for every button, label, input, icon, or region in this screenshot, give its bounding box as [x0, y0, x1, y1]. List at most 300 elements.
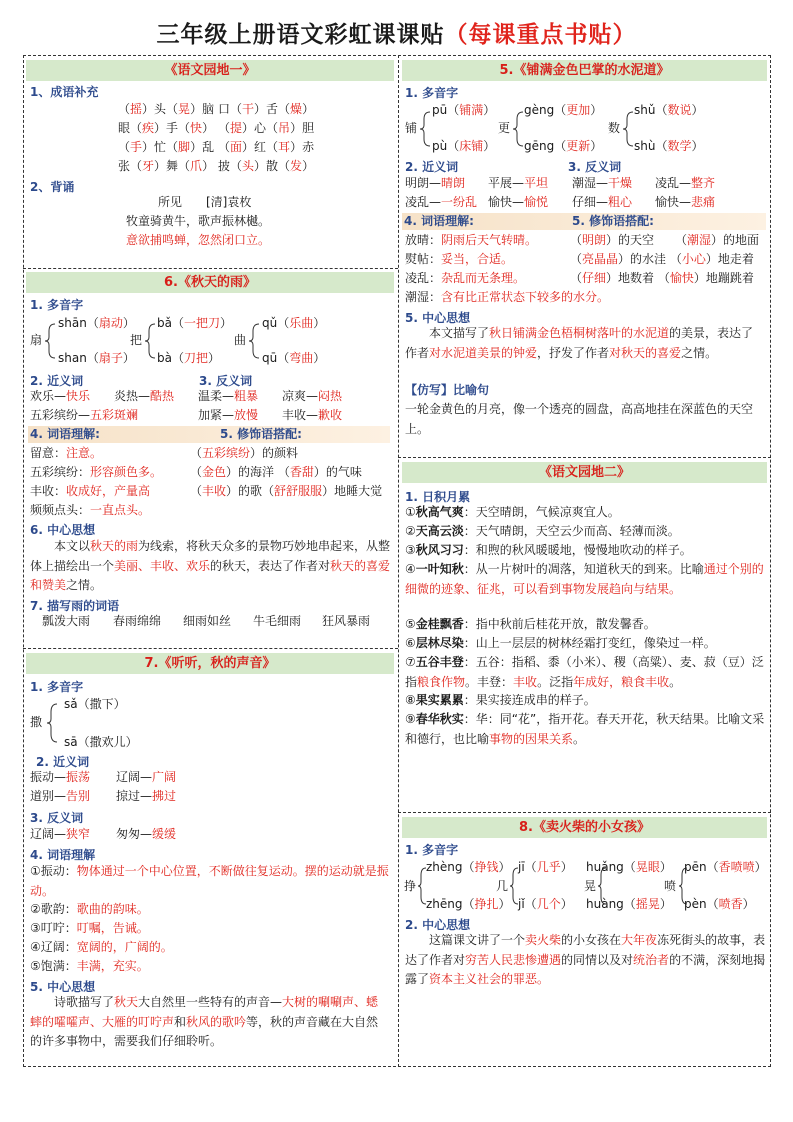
polyphone-char: 更 [498, 121, 511, 135]
synonym-pair [30, 768, 90, 787]
modifier-pair [570, 231, 654, 250]
modifier-pair [570, 269, 754, 288]
pinyin: gēng [524, 139, 555, 153]
word-explain [30, 482, 150, 501]
word-explain [30, 957, 149, 976]
highlight-text: 仔细 [582, 271, 607, 285]
highlight-text: 提 [230, 121, 243, 135]
text-segment: （ [218, 140, 231, 154]
subheading-bar [28, 426, 390, 443]
text-segment: 凌乱： [405, 271, 442, 285]
section-divider [23, 268, 398, 269]
highlight-text: 一纷乱 [441, 195, 478, 209]
bold-term: 一叶知秋 [415, 562, 464, 576]
antonym-pair [572, 174, 632, 193]
highlight-text: 晴朗 [441, 176, 466, 190]
text-segment: ③ [405, 543, 416, 557]
text-segment: 留意： [30, 446, 67, 460]
highlight-text: 粮食作物 [417, 674, 466, 689]
polyphone-char: 撒 [30, 715, 43, 729]
highlight-text: 愉快 [669, 271, 694, 285]
text-segment: 掠过— [116, 789, 153, 803]
highlight-text: 告别 [66, 789, 91, 803]
subheading: 4. 词语理解 [30, 848, 96, 862]
text-segment: （ [190, 465, 203, 479]
text-segment: ，抒发了作者 [537, 345, 610, 360]
polyphone-char: 把 [130, 333, 143, 347]
text-segment: 这篇课文讲了一个 [429, 933, 526, 947]
text-segment: ：天空晴朗，气候凉爽宜人。 [463, 505, 620, 519]
text-segment: ）忙（ [142, 140, 179, 154]
text-segment: 口（ [218, 102, 243, 116]
text-segment: ）的颜料 [250, 446, 299, 460]
bold-term: 五谷丰登 [415, 655, 464, 669]
text-segment: 愉快— [655, 195, 692, 209]
word: 更新 [566, 139, 591, 153]
modifier-pair [570, 250, 754, 269]
poem-line: 意欲捕鸣蝉，忽然闭口立。 [126, 233, 271, 247]
idiom-entry [405, 522, 680, 541]
pinyin: pū [432, 103, 448, 117]
pinyin: shǔ [634, 103, 656, 117]
text-segment: ）心（ [242, 121, 279, 135]
antonym-pair [572, 193, 632, 212]
text-segment: 的秋天，表达了作者对 [210, 558, 331, 573]
highlight-text: 粗心 [608, 195, 633, 209]
text-segment: 匆匆— [116, 827, 153, 841]
bold-term: 果实累累 [415, 693, 464, 707]
word-explain [30, 444, 102, 463]
idiom-item [218, 100, 314, 119]
poem-line: 牧童骑黄牛，歌声振林樾。 [126, 214, 271, 228]
highlight-text: 穷苦人民悲惨遭遇 [465, 952, 562, 967]
modifier-pair [190, 482, 382, 501]
highlight-text: 粗暴 [234, 389, 259, 403]
brace-icon [46, 702, 58, 744]
text-segment: 和 [174, 1014, 187, 1029]
central-idea [30, 537, 392, 596]
text-segment: ② [405, 524, 416, 538]
text-segment: 熨帖： [405, 252, 442, 266]
highlight-text: 悲痛 [691, 195, 716, 209]
text-segment: ：指中秋前后桂花开放，散发馨香。 [463, 617, 656, 631]
antonym-pair [655, 193, 715, 212]
rain-word: 牛毛细雨 [253, 614, 302, 628]
text-segment: ① [405, 505, 416, 519]
subheading: 2、背诵 [30, 180, 75, 194]
highlight-text: 明朗 [582, 233, 607, 247]
central-idea [405, 324, 765, 363]
rain-word: 细雨如丝 [183, 614, 232, 628]
highlight-text: 干燥 [608, 176, 633, 190]
highlight-text: 形容颜色多。 [90, 465, 163, 479]
highlight-text: 振荡 [66, 770, 91, 784]
highlight-text: 叮嘱，告诫。 [76, 921, 149, 935]
highlight-text: 大树的唰唰声、蟋蟀的嚯嚯声、大雁的叮咛声 [30, 995, 379, 1029]
synonym-pair [30, 787, 90, 806]
text-segment: 本文以 [54, 539, 91, 553]
word: 床铺 [459, 139, 484, 153]
subheading: 2. 中心思想 [405, 918, 471, 932]
section-divider [398, 457, 771, 458]
text-segment: ）乱 [190, 140, 215, 154]
imitation-sentence: 一轮金黄色的月亮，像一个透亮的圆盘，高高地挂在深蓝色的天空上。 [405, 402, 754, 436]
pinyin: bà [157, 351, 172, 365]
text-segment: 辽阔— [116, 770, 153, 784]
text-segment: 之情。 [681, 345, 718, 360]
text-segment: ⑤ [405, 617, 416, 631]
word: 摇晃 [635, 897, 660, 911]
text-segment: ）舞（ [154, 159, 191, 173]
text-segment: 振动— [30, 770, 67, 784]
text-segment: ） [202, 159, 215, 173]
brace-icon [419, 110, 431, 148]
word: 香喷喷 [718, 860, 755, 874]
subheading: 7. 描写雨的词语 [30, 599, 120, 613]
text-segment: 丰收： [30, 484, 67, 498]
highlight-text: 宽阔的，广阔的。 [76, 940, 173, 954]
highlight-text: 事物的因果关系 [489, 731, 574, 746]
bold-term: 金桂飘香 [415, 617, 464, 631]
word: 更加 [566, 103, 591, 117]
text-segment: 丰收— [282, 408, 319, 422]
word-explain [30, 862, 390, 901]
antonym-pair [198, 387, 258, 406]
text-segment: 。 [669, 674, 682, 689]
bold-term: 秋高气爽 [415, 505, 464, 519]
text-segment: 张（ [118, 159, 143, 173]
subheading: 4. 词语理解: [404, 214, 474, 228]
idiom-entry [405, 653, 767, 692]
modifier-pair [190, 444, 298, 463]
highlight-text: 平坦 [524, 176, 549, 190]
text-segment: ） [302, 102, 315, 116]
subheading: 5. 中心思想 [405, 311, 471, 325]
text-segment: ）地睡大觉 [322, 484, 383, 498]
highlight-text: 头 [242, 159, 255, 173]
highlight-text: 丰收 [202, 484, 227, 498]
text-segment: 愉快— [488, 195, 525, 209]
word-explain [405, 269, 525, 288]
text-segment: ⑨ [405, 712, 416, 726]
text-segment: 辽阔— [30, 827, 67, 841]
text-segment: ：山上一层层的树林经霜打变红，像染过一样。 [463, 636, 716, 650]
antonym-pair [198, 406, 258, 425]
idiom-item [218, 119, 314, 138]
highlight-text: 五彩缤纷 [202, 446, 251, 460]
subheading: 3. 反义词 [30, 811, 84, 825]
text-segment: （ [570, 233, 583, 247]
pinyin: zhēng [426, 897, 463, 911]
text-segment: 凉爽— [282, 389, 319, 403]
word: 数学 [667, 139, 692, 153]
pinyin: pèn [684, 897, 707, 911]
text-segment: 冻死街头的故事，表达了作者对 [405, 933, 766, 967]
highlight-text: 愉悦 [524, 195, 549, 209]
subheading: 1. 日积月累 [405, 490, 471, 504]
subheading: 1. 多音字 [405, 843, 459, 857]
text-segment: 放晴： [405, 233, 442, 247]
text-segment: ）的海洋 （ [226, 465, 290, 479]
synonym-pair [405, 193, 477, 212]
subheading-bar [402, 213, 766, 230]
text-segment: 。泛指 [537, 674, 574, 689]
text-segment: 潮湿： [405, 290, 442, 304]
synonym-pair [488, 174, 548, 193]
highlight-text: 秋天的雨 [90, 539, 139, 553]
text-segment: 仔细— [572, 195, 609, 209]
highlight-text: 潮湿 [687, 233, 712, 247]
text-segment: 凌乱— [655, 176, 692, 190]
highlight-text: 晃 [178, 102, 191, 116]
idiom-entry [405, 691, 596, 710]
text-segment: 等，秋的声音藏在大自然的许多事物中，需要我们仔细聆听。 [30, 1014, 379, 1048]
text-segment: ：华：同“花”，指开花。春天开花，秋天结果。比喻文采和德行，也比喻 [405, 712, 765, 746]
idiom-entry [405, 634, 716, 653]
section-title: 5.《铺满金色巴掌的水泥道》 [402, 60, 767, 81]
highlight-text: 物体通过一个中心位置，不断做往复运动。摆的运动就是振动。 [30, 864, 389, 898]
text-segment: （ [118, 140, 131, 154]
pinyin: shù [634, 139, 656, 153]
highlight-text: 歉收 [318, 408, 343, 422]
word: 弯曲 [289, 351, 314, 365]
text-segment: 披（ [218, 159, 243, 173]
highlight-text: 手 [130, 140, 143, 154]
word-explain [405, 250, 513, 269]
idiom-item [218, 157, 314, 176]
text-segment: （ [190, 484, 203, 498]
word-explain [30, 919, 149, 938]
text-segment: （ [218, 121, 231, 135]
column-divider [398, 55, 399, 1067]
word-explain [30, 900, 149, 919]
highlight-text: 整齐 [691, 176, 716, 190]
highlight-text: 阴雨后天气转晴。 [441, 233, 538, 247]
text-segment: ）赤 [290, 140, 315, 154]
brace-icon [512, 110, 524, 148]
idiom-entry [405, 541, 692, 560]
text-segment: ⑧ [405, 693, 416, 707]
brace-icon [248, 322, 260, 360]
highlight-text: 卖火柴 [525, 933, 562, 947]
highlight-text: 资本主义社会的罪恶。 [429, 972, 550, 986]
word: 扇子 [98, 351, 123, 365]
text-segment: ）的地面 [711, 233, 760, 247]
central-idea [30, 993, 390, 1052]
text-segment: 频频点头： [30, 503, 91, 517]
idiom-entry [405, 710, 767, 749]
word-explain [405, 288, 609, 307]
highlight-text: 美丽、丰收、欢乐 [114, 558, 211, 573]
polyphone-char: 曲 [234, 333, 247, 347]
text-segment: 本文描写了 [429, 326, 490, 340]
highlight-text: 五彩斑斓 [90, 408, 139, 422]
text-segment: ）手（ [154, 121, 191, 135]
word: 喷香 [718, 897, 743, 911]
highlight-text: 妥当，合适。 [441, 252, 514, 266]
highlight-text: 统治者 [633, 952, 670, 967]
word: 挣钱 [474, 860, 499, 874]
brace-icon [44, 322, 56, 360]
text-segment: 大自然里一些特有的声音— [138, 995, 283, 1009]
text-segment: ）的水洼 （ [618, 252, 682, 266]
antonym-pair [30, 825, 90, 844]
imitation-type: 比喻句 [453, 383, 490, 397]
word: 几个 [536, 897, 561, 911]
text-segment: 平展— [488, 176, 525, 190]
word: 刀把 [184, 351, 209, 365]
text-segment: ：天气晴朗，天空云少而高、轻薄而淡。 [463, 524, 680, 538]
rain-word: 瓢泼大雨 [42, 614, 91, 628]
text-segment: （ [570, 271, 583, 285]
highlight-text: 一直点头。 [90, 503, 151, 517]
highlight-text: 年成好，粮食丰收 [573, 674, 670, 689]
text-segment: ）的歌（ [226, 484, 275, 498]
subheading: 1. 多音字 [30, 298, 84, 312]
text-segment: 眼（ [118, 121, 143, 135]
antonym-pair [116, 825, 176, 844]
bold-term: 天高云淡 [415, 524, 464, 538]
polyphone-char: 铺 [405, 121, 418, 135]
highlight-text: 摇 [130, 102, 143, 116]
text-segment: ①振动： [30, 864, 77, 878]
highlight-text: 舒舒服服 [274, 484, 323, 498]
subheading: 1、成语补充 [30, 85, 99, 99]
word: 一把刀 [184, 316, 221, 330]
text-segment: ④ [405, 562, 416, 576]
subheading: 5. 修饰语搭配: [572, 214, 654, 228]
text-segment: ）的天空 [606, 233, 655, 247]
text-segment: 温柔— [198, 389, 235, 403]
text-segment: 之情。 [66, 578, 103, 592]
text-segment: ）头（ [142, 102, 179, 116]
text-segment: 为线索，将秋天众多的景物巧妙地串起来，从整体上描绘出一个 [30, 539, 391, 573]
text-segment: 五彩缤纷： [30, 465, 91, 479]
brace-icon [144, 322, 156, 360]
modifier-pair [190, 463, 362, 482]
text-segment: 加紧— [198, 408, 235, 422]
highlight-text: 牙 [142, 159, 155, 173]
imitation-heading [405, 381, 489, 400]
text-segment: ：和煦的秋风暖暖地，慢慢地吹动的样子。 [463, 543, 692, 557]
idiom-entry [405, 615, 656, 634]
highlight-text: 缓缓 [152, 827, 177, 841]
subheading: 6. 中心思想 [30, 523, 96, 537]
section-divider [23, 648, 398, 649]
highlight-text: 秋风的歌吟 [186, 1014, 247, 1029]
section-title: 《语文园地一》 [26, 60, 394, 81]
synonym-pair [488, 193, 548, 212]
subheading: 1. 多音字 [405, 86, 459, 100]
word: 乐曲 [289, 316, 314, 330]
word: 铺满 [459, 103, 484, 117]
word: 晃眼 [635, 860, 660, 874]
section-title: 6.《秋天的雨》 [26, 272, 394, 293]
text-segment: 明朗— [405, 176, 442, 190]
central-idea [405, 931, 767, 990]
text-segment: 。 [573, 731, 586, 746]
text-segment: ） [202, 121, 215, 135]
word-explain [30, 501, 150, 520]
subheading: 3. 反义词 [568, 160, 622, 174]
idiom-item [218, 138, 314, 157]
highlight-text: 秋日铺满金色梧桐树落叶的水泥道 [489, 326, 670, 340]
highlight-text: 脚 [178, 140, 191, 154]
text-segment: （ [675, 233, 688, 247]
pinyin: zhèng [426, 860, 463, 874]
highlight-text: 小心 [681, 252, 706, 266]
synonym-pair [114, 387, 174, 406]
highlight-text: 香甜 [289, 465, 314, 479]
subheading: 3. 反义词 [199, 374, 253, 388]
text-segment: ）红（ [242, 140, 279, 154]
subheading: 5. 中心思想 [30, 980, 96, 994]
text-segment: ⑥ [405, 636, 416, 650]
pinyin: bǎ [157, 316, 172, 330]
text-segment: ③叮咛： [30, 921, 77, 935]
highlight-text: 金色 [202, 465, 227, 479]
text-segment: 道别— [30, 789, 67, 803]
polyphone-reading: sǎ（撒下） [64, 697, 126, 711]
page-title [0, 16, 793, 49]
text-segment: ）胆 [290, 121, 315, 135]
highlight-text: 疾 [142, 121, 155, 135]
polyphone-char: 扇 [30, 333, 43, 347]
text-segment: 凌乱— [405, 195, 442, 209]
text-segment: （ [570, 252, 583, 266]
word-explain [30, 463, 162, 482]
subheading: 2. 近义词 [36, 755, 90, 769]
text-segment: ⑦ [405, 655, 416, 669]
text-segment: ）脑 [190, 102, 215, 116]
modifier-pair [675, 231, 759, 250]
text-segment: ）地数着 （ [606, 271, 670, 285]
highlight-text: 杂乱而无条理。 [441, 271, 526, 285]
section-title: 《语文园地二》 [402, 462, 767, 483]
highlight-text: 酷热 [150, 389, 175, 403]
title-sub: （每课重点书贴） [444, 22, 637, 48]
highlight-text: 狭窄 [66, 827, 91, 841]
document-page: 三年级上册语文彩虹课课贴（每课重点书贴） 《语文园地一》 1、成语补充 （摇）头（晃）脑 口（干）舌（燥） 眼（疾）手（快） （提）心（吊）胆 （手）忙（脚）乱 （面）红（耳）赤 张（牙）舞（爪） 披（头）散（发） 2、背诵 所见 [清]袁枚 牧童骑黄牛，歌声振林樾。 意欲捕鸣蝉，忽然闭口立。 6.《秋天的雨》 1. 多音字 扇 shān（扇动） shan（扇子） 把 bǎ（一把刀） bà（刀把） 曲 qǔ（乐曲） qū（弯曲） 2. 近义词 3. 反义词 欢乐—快乐 炎热—酷热 温柔—粗暴 凉爽—闷热 五彩缤纷—五彩斑斓 加紧—放慢 丰收—歉收 4. 词语理解: 5. 修饰语搭配: 留意：注意。 五彩缤纷：形容颜色多。 丰收：收成好，产量高 频频点头：一直点头。 （五彩缤纷）的颜料 （金色）的海洋 （香甜）的气味 （丰收）的歌（舒舒服服）地睡大觉 6. 中心思想 本文以秋天的雨为线索，将秋天众多的景物巧妙地串起来，从整体上描绘出一个美丽、丰收、欢乐的秋天，表达了作者对秋天的喜爱和赞美之情。 7. 描写雨的词语 瓢泼大雨 春雨绵绵 细雨如丝 牛毛细雨 狂风暴雨 7.《听听，秋的声音》 1. 多音字 撒 sǎ（撒下） sā（撒欢儿） 2. 近义词 振动—振荡 辽阔—广阔 道别—告别 掠过—拂过 3. 反义词 辽阔—狭窄 匆匆—缓缓 4. 词语理解 ①振动：物体通过一个中心位置，不断做往复运动。摆的运动就是振动。 ②歌韵：歌曲的韵味。 ③叮咛：叮嘱，告诫。 ④辽阔：宽阔的，广阔的。 ⑤饱满：丰满，充实。 5. 中心思想 诗歌描写了秋天大自然里一些特有的声音—大树的唰唰声、蟋蟀的嚯嚯声、大雁的叮咛声和秋风的歌吟等，秋的声音藏在大自然的许多事物中，需要我们仔细聆听。 5.《铺满金色巴掌的水泥道》 1. 多音字 铺 pū（铺满） pù（床铺） 更 gèng（更加） gēng（更新） 数 shǔ（数说） shù（数学） 2. 近义词 3. 反义词 明朗—晴朗 平展—平坦 潮湿—干燥 凌乱—整齐 凌乱—一纷乱 愉快—愉悦 仔细—粗心 愉快—悲痛 4. 词语理解: 5. 修饰语搭配: 放晴：阴雨后天气转晴。 熨帖：妥当，合适。 凌乱：杂乱而无条理。 潮湿：含有比正常状态下较多的水分。 （明朗）的天空 （潮湿）的地面 （亮晶晶）的水洼 （小心）地走着 （仔细）地数着 （愉快）地蹦跳着 5. 中心思想 本文描写了秋日铺满金色梧桐树落叶的水泥道的美景，表达了作者对水泥道美景的钟爱，抒发了作者对秋天的喜爱之情。 【仿写】比喻句 一轮金黄色的月亮，像一个透亮的圆盘，高高地挂在深蓝色的天空上。 《语文园地二》 1. 日积月累 ①秋高气爽：天空晴朗，气候凉爽宜人。 ②天高云淡：天气晴朗，天空云少而高、轻薄而淡。 ③秋风习习：和煦的秋风暖暖地，慢慢地吹动的样子。 ④一叶知秋：从一片树叶的凋落，知道秋天的到来。比喻通过个别的细微的迹象、征兆，可以看到事物发展趋向与结果。 ⑤金桂飘香：指中秋前后桂花开放，散发馨香。 ⑥层林尽染：山上一层层的树林经霜打变红，像染过一样。 ⑦五谷丰登：五谷：指稻、黍（小米）、稷（高粱）、麦、菽（豆）泛指粮食作物。丰登：丰收。泛指年成好，粮食丰收。 ⑧果实累累：果实接连成串的样子。 ⑨春华秋实：华：同“花”，指开花。春天开花，秋天结果。比喻文采和德行，也比喻事物的因果关系。 8.《卖火柴的小女孩》 1. 多音字 挣 zhèng（挣钱） zhēng（挣扎） 几 jī（几乎） jǐ（几个） 晃 huǎng（晃眼） huàng（摇晃） 喷 pēn（香喷喷） pèn（喷香） 2. 中心思想 这篇课文讲了一个卖火柴的小女孩在大年夜冻死街头的故事，表达了作者对穷苦人民悲惨遭遇的同情以及对统治者的不满，深刻地揭露了资本主义社会的罪恶。 [0, 0, 793, 1122]
highlight-text: 通过个别的细微的迹象、征兆，可以看到事物发展趋向与结果。 [405, 562, 764, 596]
title-main: 三年级上册语文彩虹课课贴 [156, 22, 445, 48]
highlight-text: 快乐 [66, 389, 91, 403]
text-segment: ④辽阔： [30, 940, 77, 954]
highlight-text: 对秋天的喜爱 [609, 345, 682, 360]
highlight-text: 闷热 [318, 389, 343, 403]
pinyin: huàng [586, 897, 624, 911]
highlight-text: 歌曲的韵味。 [76, 902, 149, 916]
subheading: 2. 近义词 [30, 374, 84, 388]
brace-icon [622, 110, 634, 148]
highlight-text: 亮晶晶 [582, 252, 619, 266]
highlight-text: 耳 [278, 140, 291, 154]
highlight-text: 快 [190, 121, 203, 135]
text-segment: ）舌（ [254, 102, 291, 116]
text-segment: ：从一片树叶的凋落，知道秋天的到来。比喻 [463, 562, 704, 576]
text-segment: 潮湿— [572, 176, 609, 190]
pinyin: shān [58, 316, 87, 330]
pinyin: jǐ [518, 897, 525, 911]
text-segment: 。丰登： [465, 674, 514, 689]
highlight-text: 发 [290, 159, 303, 173]
synonym-pair [116, 787, 176, 806]
pinyin: jī [518, 860, 525, 874]
word: 扇动 [98, 316, 123, 330]
polyphone-char: 喷 [664, 879, 677, 893]
highlight-text: 燥 [290, 102, 303, 116]
subheading: 2. 近义词 [405, 160, 459, 174]
